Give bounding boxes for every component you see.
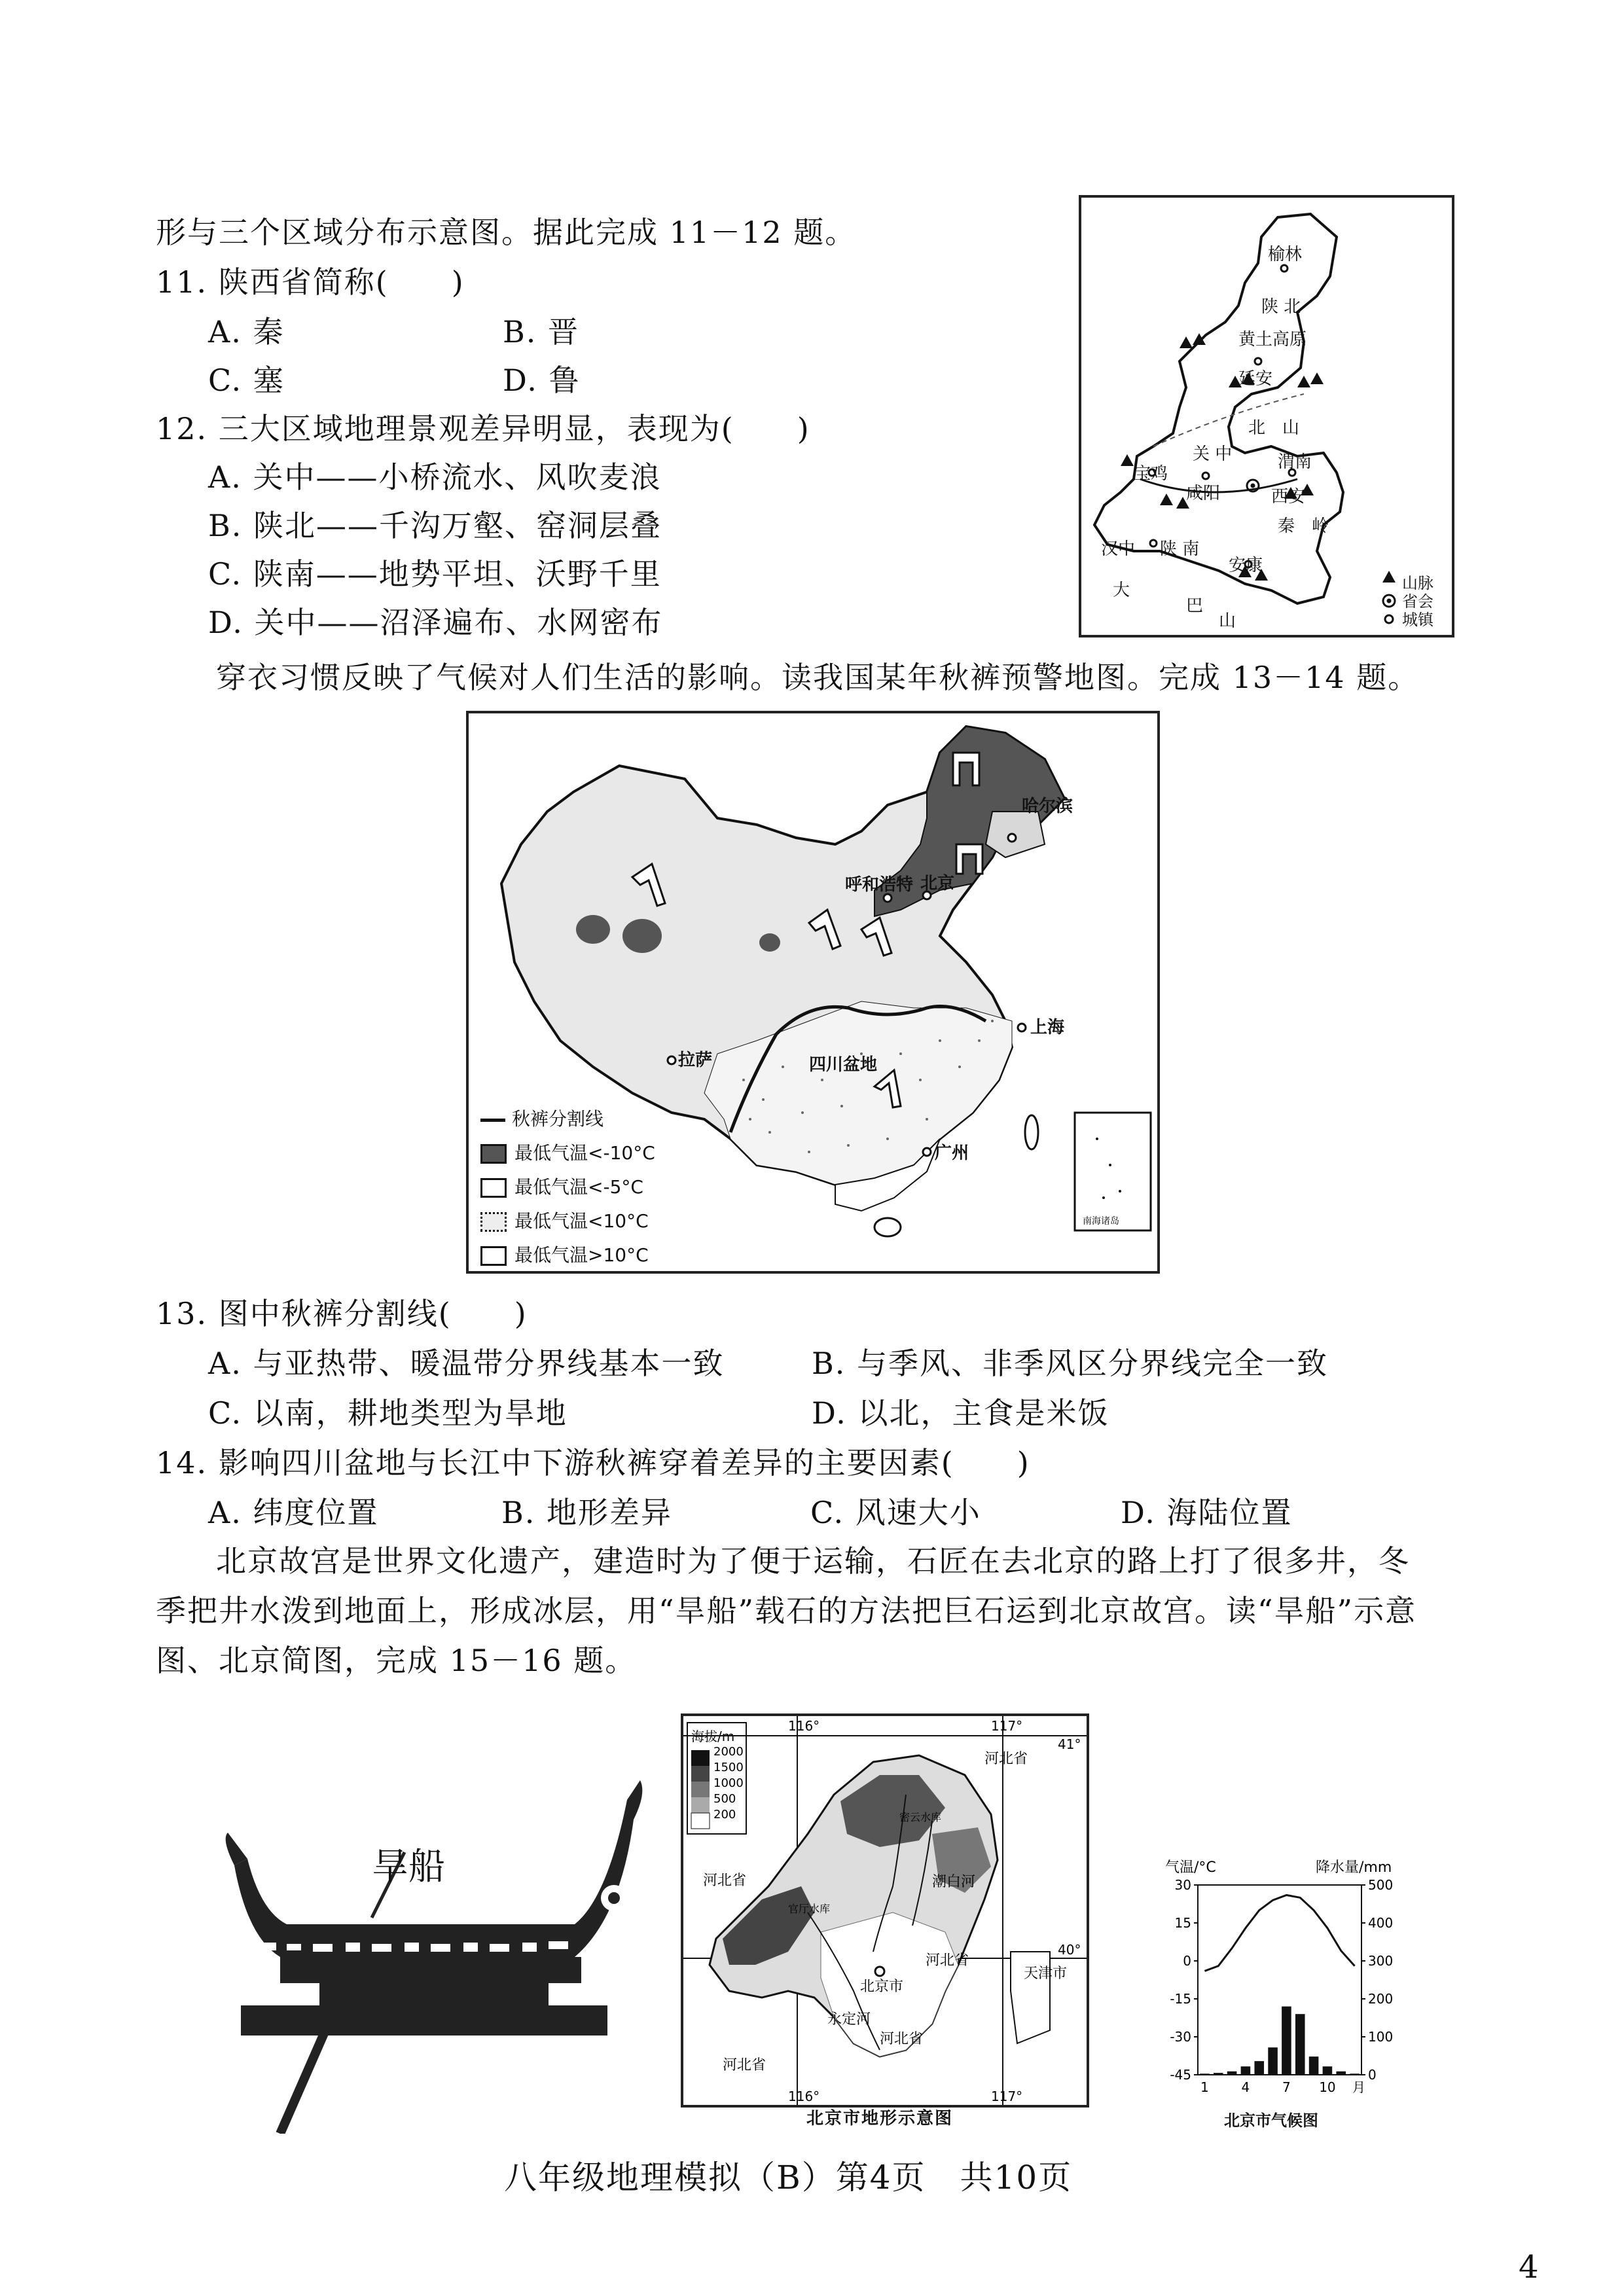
legend-dividing-line: 秋裤分割线	[512, 1108, 604, 1130]
beijing-legend-title: 海拔/m	[691, 1729, 735, 1744]
lon-117-top: 117°	[991, 1718, 1023, 1734]
legend-swatch-white	[480, 1178, 507, 1198]
q13-option-c: C. 以南，耕地类型为旱地	[208, 1395, 568, 1431]
precip-bar-9	[1309, 2056, 1319, 2075]
q11-stem: 11. 陕西省简称( )	[156, 264, 465, 300]
elev-500: 500	[713, 1792, 736, 1806]
china-map-legend	[469, 713, 665, 1271]
q12-option-b: B. 陕北——千沟万壑、窑洞层叠	[208, 508, 662, 543]
label-ba: 巴	[1186, 596, 1204, 616]
q11-option-c: C. 塞	[208, 363, 285, 398]
label-chaobai-river: 潮白河	[932, 1874, 976, 1890]
legend-line-icon	[480, 1119, 505, 1122]
right-tick-500: 500	[1368, 1877, 1394, 1893]
precip-bar-8	[1295, 2014, 1305, 2075]
beijing-map-drawing	[683, 1716, 1087, 2105]
passage-line-3: 图、北京简图，完成 15－16 题。	[156, 1643, 637, 1678]
legend-above-10: 最低气温>10°C	[514, 1244, 649, 1266]
left-tick--45: -45	[1170, 2067, 1191, 2083]
label-tianjin: 天津市	[1024, 1965, 1068, 1982]
q11-option-b: B. 晋	[503, 314, 580, 350]
elev-200: 200	[713, 1808, 736, 1821]
label-baoji: 宝鸡	[1134, 464, 1168, 484]
label-shan: 山	[1219, 611, 1236, 631]
legend-below-10: 最低气温<10°C	[514, 1210, 649, 1232]
q11-option-d: D. 鲁	[503, 363, 581, 398]
left-tick-15: 15	[1174, 1915, 1191, 1931]
x-tick-7: 7	[1282, 2079, 1291, 2095]
boat-label: 旱船	[372, 1846, 445, 1888]
label-hebei-ne: 河北省	[984, 1751, 1028, 1767]
climate-chart-svg	[1152, 1852, 1427, 2134]
intro-line: 形与三个区域分布示意图。据此完成 11－12 题。	[156, 215, 857, 250]
legend-swatch-dark	[480, 1144, 507, 1164]
q13-option-d: D. 以北，主食是米饭	[812, 1395, 1109, 1431]
q14-option-c: C. 风速大小	[810, 1495, 981, 1530]
lat-41: 41°	[1058, 1736, 1081, 1752]
q14-option-d: D. 海陆位置	[1121, 1495, 1293, 1530]
precip-bar-12	[1350, 2073, 1360, 2075]
precip-bar-4	[1241, 2066, 1251, 2075]
label-hebei-sw: 河北省	[723, 2057, 766, 2073]
label-beijing-city: 北京市	[860, 1979, 904, 1995]
left-tick-0: 0	[1183, 1953, 1191, 1969]
q14-stem: 14. 影响四川盆地与长江中下游秋裤穿着差异的主要因素( )	[156, 1445, 1030, 1480]
precip-bar-3	[1227, 2072, 1237, 2075]
legend-below-minus5: 最低气温<-5°C	[514, 1176, 643, 1198]
label-yanan: 延安	[1238, 369, 1273, 389]
label-shaanbei: 陕 北	[1261, 297, 1301, 317]
elev-2000: 2000	[713, 1745, 744, 1759]
city-shanghai: 上海	[1030, 1018, 1065, 1037]
legend-swatch-white2	[480, 1246, 507, 1266]
label-loess-plateau: 黄土高原	[1238, 330, 1307, 350]
left-tick--30: -30	[1170, 2029, 1191, 2045]
right-tick-0: 0	[1368, 2067, 1377, 2083]
label-qinling: 秦 岭	[1278, 516, 1329, 536]
label-beishan: 北 山	[1248, 418, 1300, 438]
city-lhasa: 拉萨	[678, 1050, 713, 1070]
legend-below-minus10: 最低气温<-10°C	[514, 1142, 655, 1164]
legend-capital: 省会	[1402, 592, 1433, 611]
climate-left-title: 气温/°C	[1165, 1859, 1216, 1876]
passage-line-2: 季把井水泼到地面上，形成冰层，用“旱船”载石的方法把巨石运到北京故宫。读“旱船”示意	[156, 1593, 1417, 1628]
label-xian: 西安	[1271, 487, 1306, 507]
left-tick--15: -15	[1170, 1991, 1191, 2007]
x-tick-1: 1	[1200, 2079, 1209, 2095]
legend-town: 城镇	[1402, 611, 1433, 629]
q13-option-a: A. 与亚热带、暖温带分界线基本一致	[208, 1346, 725, 1381]
legend-swatch-dotted	[480, 1212, 507, 1232]
precip-bar-1	[1200, 2073, 1210, 2075]
right-tick-300: 300	[1368, 1953, 1394, 1969]
q12-option-d: D. 关中——沼泽遍布、水网密布	[208, 605, 663, 640]
inset-label: 南海诸岛	[1083, 1216, 1119, 1227]
beijing-terrain-map	[681, 1713, 1089, 2108]
q13-option-b: B. 与季风、非季风区分界线完全一致	[812, 1346, 1329, 1381]
precip-bar-7	[1282, 2007, 1291, 2075]
label-yongding-river: 永定河	[827, 2011, 871, 2028]
lat-40: 40°	[1058, 1942, 1081, 1958]
temperature-line	[1204, 1895, 1354, 1971]
label-hebei-w: 河北省	[703, 1873, 747, 1889]
q12-option-c: C. 陕南——地势平坦、沃野千里	[208, 556, 662, 592]
intro-q13-14: 穿衣习惯反映了气候对人们生活的影响。读我国某年秋裤预警地图。完成 13－14 题。	[216, 660, 1420, 695]
label-yulin: 榆林	[1268, 245, 1303, 264]
label-hebei-e: 河北省	[926, 1952, 969, 1969]
lon-117-bottom: 117°	[991, 2089, 1023, 2104]
precip-bar-10	[1323, 2066, 1333, 2075]
legend-mountain: 山脉	[1402, 574, 1433, 592]
q13-stem: 13. 图中秋裤分割线( )	[156, 1296, 528, 1331]
city-beijing: 北京	[920, 874, 955, 893]
left-tick-30: 30	[1174, 1877, 1191, 1893]
right-tick-400: 400	[1368, 1915, 1394, 1931]
city-guangzhou: 广州	[935, 1143, 969, 1163]
climate-caption: 北京市气候图	[1224, 2111, 1318, 2130]
x-tick-10: 10	[1319, 2079, 1336, 2095]
q12-stem: 12. 三大区域地理景观差异明显，表现为( )	[156, 411, 810, 446]
label-guanting-reservoir: 官厅水库	[788, 1903, 831, 1915]
climate-plot-frame	[1198, 1885, 1361, 2075]
label-weinan: 渭南	[1278, 452, 1312, 472]
elev-1500: 1500	[713, 1761, 744, 1774]
precip-bar-5	[1254, 2061, 1264, 2075]
beijing-climate-chart	[1152, 1852, 1427, 2134]
label-hebei-s: 河北省	[880, 2031, 924, 2047]
basin-sichuan: 四川盆地	[809, 1055, 878, 1075]
label-xianyang: 咸阳	[1186, 484, 1221, 503]
label-da: 大	[1113, 581, 1130, 600]
passage-line-1: 北京故宫是世界文化遗产，建造时为了便于运输，石匠在去北京的路上打了很多井，冬	[216, 1543, 1410, 1579]
lon-116-bottom: 116°	[788, 2089, 820, 2104]
shaanxi-map	[1079, 195, 1454, 637]
label-guanzhong: 关 中	[1193, 444, 1233, 464]
right-tick-100: 100	[1368, 2029, 1394, 2045]
label-hanzhong: 汉中	[1101, 539, 1136, 559]
precip-bar-2	[1214, 2073, 1223, 2075]
dry-boat-illustration	[208, 1767, 653, 2134]
label-ankang: 安康	[1229, 556, 1263, 575]
label-miyun-reservoir: 密云水库	[899, 1811, 942, 1823]
q12-option-a: A. 关中——小桥流水、风吹麦浪	[208, 459, 662, 495]
shaanxi-map-drawing	[1081, 198, 1452, 635]
beijing-map-caption: 北京市地形示意图	[806, 2109, 954, 2128]
footer: 八年级地理模拟（B）第4页 共10页	[504, 2159, 1073, 2197]
x-unit-label: 月	[1352, 2079, 1365, 2095]
city-harbin: 哈尔滨	[1022, 797, 1073, 816]
q14-option-a: A. 纬度位置	[208, 1495, 379, 1530]
china-autumn-pants-map	[466, 711, 1160, 1274]
x-tick-4: 4	[1241, 2079, 1250, 2095]
right-tick-200: 200	[1368, 1991, 1394, 2007]
q14-option-b: B. 地形差异	[501, 1495, 673, 1530]
label-shaannan: 陕 南	[1160, 539, 1200, 559]
city-hohhot: 呼和浩特	[845, 875, 914, 895]
precip-bar-6	[1268, 2047, 1278, 2075]
dry-boat-drawing	[208, 1767, 653, 2134]
elev-1000: 1000	[713, 1776, 744, 1790]
lon-116-top: 116°	[788, 1718, 820, 1734]
q11-option-a: A. 秦	[208, 314, 285, 350]
precip-bar-11	[1336, 2072, 1346, 2075]
climate-right-title: 降水量/mm	[1316, 1859, 1392, 1876]
page-number: 4	[1519, 2249, 1540, 2286]
